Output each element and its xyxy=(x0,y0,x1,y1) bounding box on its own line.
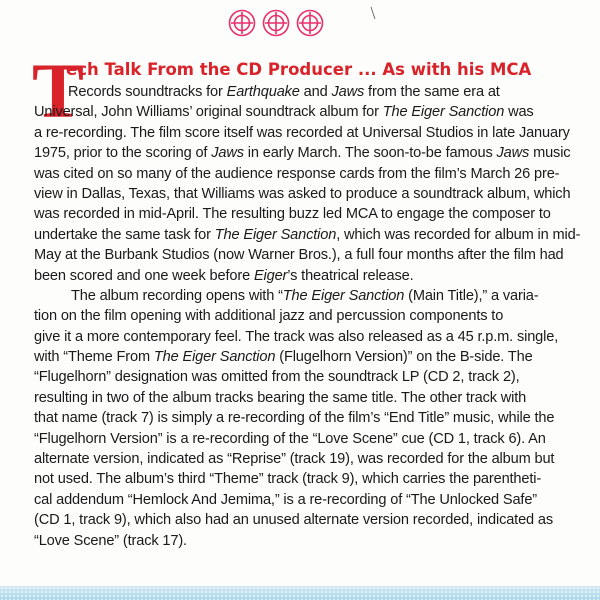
italic-text: Jaws xyxy=(331,84,365,100)
text-run: and xyxy=(299,84,332,100)
italic-text: Jaws xyxy=(211,145,244,162)
body-line xyxy=(34,306,586,326)
body-line xyxy=(34,449,586,469)
italic-text: Eiger xyxy=(253,267,288,284)
body-line xyxy=(34,510,586,530)
text-run: in early March. The soon-to-be famous xyxy=(243,145,497,162)
text-run: (CD 1, track 9), which also had an unused alternate version recorded, indicated as xyxy=(34,512,554,529)
text-run: “Love Scene” (track 17). xyxy=(34,532,187,549)
text-run: (Main Title),” a varia- xyxy=(404,287,539,304)
body-line xyxy=(34,164,586,184)
italic-text: The Eiger Sanction xyxy=(214,226,337,243)
text-run: cal addendum “Hemlock And Jemima,” is a re-recording of “The Unlocked Safe” xyxy=(34,491,537,508)
text-run: been scored and one week before xyxy=(34,267,254,284)
text-run: 1975, prior to the scoring of xyxy=(34,145,212,162)
body-line xyxy=(34,82,586,102)
body-line xyxy=(34,429,586,449)
body-line xyxy=(34,143,586,163)
print-speck xyxy=(370,6,376,20)
body-line xyxy=(34,286,586,306)
article-body xyxy=(34,82,586,551)
body-line xyxy=(34,408,586,428)
text-run: was xyxy=(504,104,534,121)
body-line xyxy=(34,266,586,286)
italic-text: Jaws xyxy=(496,145,530,162)
text-run: ’s theatrical release. xyxy=(287,267,414,284)
text-run: May at the Burbank Studios (now Warner Bros.), a full four months after the film had xyxy=(34,247,564,264)
text-run: tion on the film opening with additional jazz and percussion components to xyxy=(34,308,504,325)
body-line xyxy=(34,225,586,245)
text-run: view in Dallas, Texas, that Williams was asked to produce a soundtrack album, which xyxy=(34,185,571,202)
body-line xyxy=(34,367,586,387)
text-run: was cited on so many of the audience response cards from the film’s March 26 pre- xyxy=(34,165,560,182)
text-run: (Flugelhorn Version)” on the B-side. The xyxy=(275,349,533,366)
body-line xyxy=(34,327,586,347)
text-run: that name (track 7) is simply a re-recording of the film’s “End Title” music, while the xyxy=(34,410,555,427)
text-run: give it a more contemporary feel. The track was also released as a 45 r.p.m. single, xyxy=(34,328,559,345)
crosshair-circle-icon xyxy=(262,9,290,37)
body-line xyxy=(34,184,586,204)
crosshair-circle-icon xyxy=(296,9,324,37)
italic-text: Earthquake xyxy=(226,84,300,100)
body-line xyxy=(34,469,586,489)
text-run: undertake the same task for xyxy=(34,226,215,243)
drop-cap: T xyxy=(32,47,85,134)
text-run: , which was recorded for album in mid- xyxy=(336,226,581,243)
body-line xyxy=(34,347,586,367)
body-line xyxy=(34,245,586,265)
body-line xyxy=(34,531,586,551)
text-run: The album recording opens with “ xyxy=(71,287,283,304)
bottom-border-texture xyxy=(0,586,600,600)
italic-text: The Eiger Sanction xyxy=(382,104,505,121)
text-run: Universal, John Williams’ original soundtrack album for xyxy=(34,104,383,121)
body-line xyxy=(34,204,586,224)
text-run: music xyxy=(529,145,571,162)
body-line xyxy=(34,102,586,122)
ornament-row xyxy=(228,9,328,37)
text-run: with “Theme From xyxy=(34,349,154,366)
text-run: a re-recording. The film score itself was recorded at Universal Studios in late January xyxy=(34,124,570,141)
text-run: resulting in two of the album tracks bearing the same title. The other track with xyxy=(34,389,527,406)
text-run: from the same era at xyxy=(364,84,500,100)
text-run: was recorded in mid-April. The resulting buzz led MCA to engage the composer to xyxy=(34,206,551,223)
body-line xyxy=(34,490,586,510)
crosshair-circle-icon xyxy=(228,9,256,37)
text-run: not used. The album’s third “Theme” track (track 9), which carries the parentheti- xyxy=(34,471,542,488)
body-line xyxy=(34,123,586,143)
text-run: “Flugelhorn” designation was omitted from the soundtrack LP (CD 2, track 2), xyxy=(34,369,520,386)
italic-text: The Eiger Sanction xyxy=(153,349,276,366)
article-title: ech Talk From the CD Producer ... As with his MCA xyxy=(66,60,532,79)
text-run: Records soundtracks for xyxy=(68,84,227,100)
italic-text: The Eiger Sanction xyxy=(282,287,405,304)
text-run: “Flugelhorn Version” is a re-recording of the “Love Scene” cue (CD 1, track 6). An xyxy=(34,430,546,447)
body-line xyxy=(34,388,586,408)
text-run: alternate version, indicated as “Reprise” (track 19), was recorded for the album but xyxy=(34,451,555,468)
